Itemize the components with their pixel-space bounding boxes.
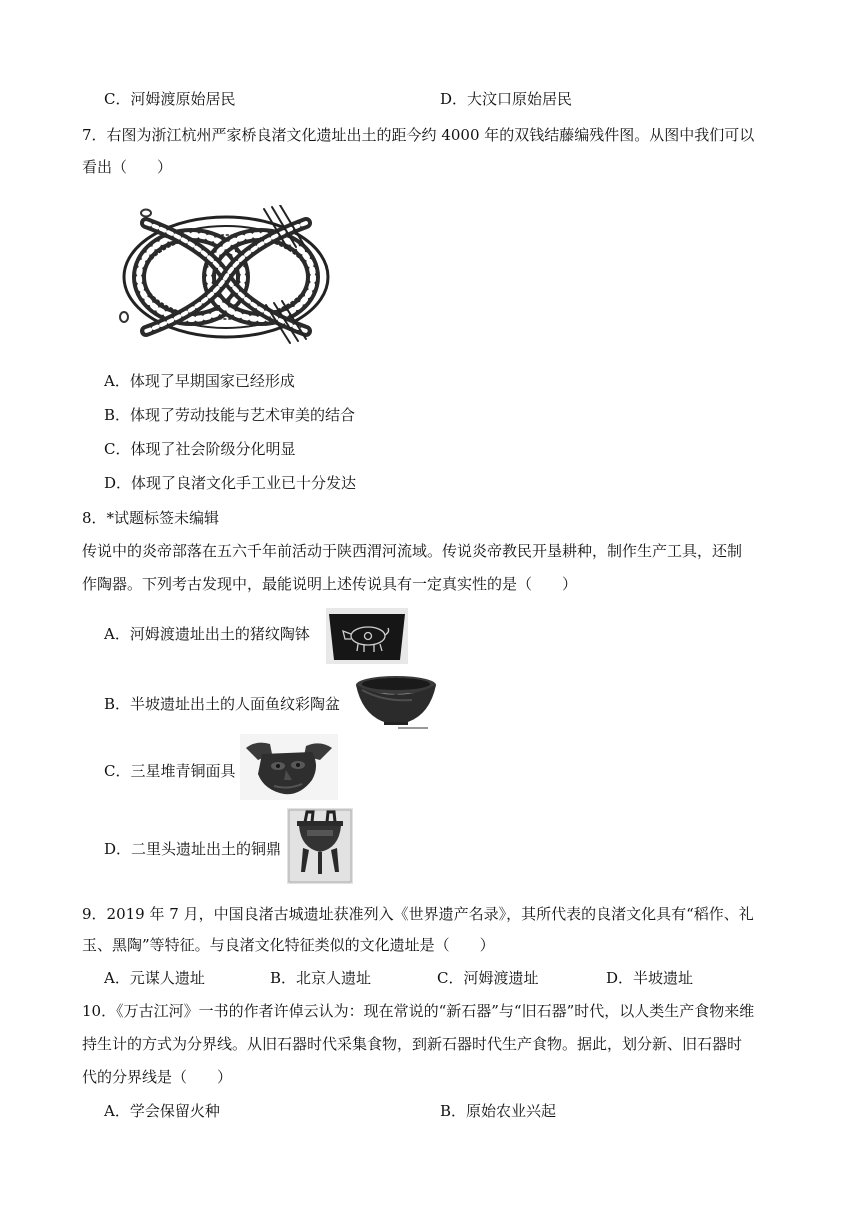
q8-tag: 8．*试题标签未编辑 [82,509,220,527]
q10-option-a: A．学会保留火种 [104,1102,220,1120]
erlitou-bronze-ding-image [287,808,353,884]
q8-stem-line1: 传说中的炎帝部落在五六千年前活动于陕西渭河流域。传说炎帝教民开垦耕种，制作生产工具，还制 [82,542,743,560]
double-coin-knot-rattan-image [116,205,338,347]
sanxingdui-bronze-mask-image [240,734,338,800]
q8-option-a: A．河姆渡遗址出土的猪纹陶钵 [104,625,310,643]
q10-stem-line1: 10．《万古江河》一书的作者许倬云认为：现在常说的“新石器”与“旧石器”时代，以人类生产食物来维 [82,1002,755,1020]
q7-stem-line2: 看出（ ） [82,158,173,176]
q9-option-c: C．河姆渡遗址 [437,969,539,987]
q10-option-b: B．原始农业兴起 [440,1102,557,1120]
q7-option-d: D．体现了良渚文化手工业已十分发达 [104,474,357,492]
pig-pattern-pottery-bowl-image [326,608,408,664]
q9-option-b: B．北京人遗址 [270,969,372,987]
q7-option-a: A．体现了早期国家已经形成 [104,372,295,390]
q8-option-c: C．三星堆青铜面具 [104,762,236,780]
q8-stem-line2: 作陶器。下列考古发现中，最能说明上述传说具有一定真实性的是（ ） [82,575,578,593]
q9-stem-line2: 玉、黑陶”等特征。与良渚文化特征类似的文化遗址是（ ） [82,936,495,954]
q8-option-b: B．半坡遗址出土的人面鱼纹彩陶盆 [104,695,341,713]
q10-stem-line3: 代的分界线是（ ） [82,1068,233,1086]
q8-option-d: D．二里头遗址出土的铜鼎 [104,840,282,858]
q9-stem-line1: 9．2019 年 7 月，中国良渚古城遗址获准列入《世界遗产名录》，其所代表的良渚文化具有“稻作、礼 [82,905,754,923]
q6-option-c: C．河姆渡原始居民 [104,90,236,108]
q7-option-b: B．体现了劳动技能与艺术审美的结合 [104,406,356,424]
q9-option-a: A．元谋人遗址 [104,969,205,987]
q6-option-d: D．大汶口原始居民 [440,90,573,108]
human-face-fish-pattern-basin-image [354,674,438,732]
q7-stem-line1: 7．右图为浙江杭州严家桥良渚文化遗址出土的距今约 4000 年的双钱结藤编残件图。从图中我们可以 [82,126,755,144]
q10-stem-line2: 持生计的方式为分界线。从旧石器时代采集食物，到新石器时代生产食物。据此，划分新、旧石器时 [82,1035,743,1053]
q9-option-d: D．半坡遗址 [606,969,694,987]
q7-option-c: C．体现了社会阶级分化明显 [104,440,296,458]
